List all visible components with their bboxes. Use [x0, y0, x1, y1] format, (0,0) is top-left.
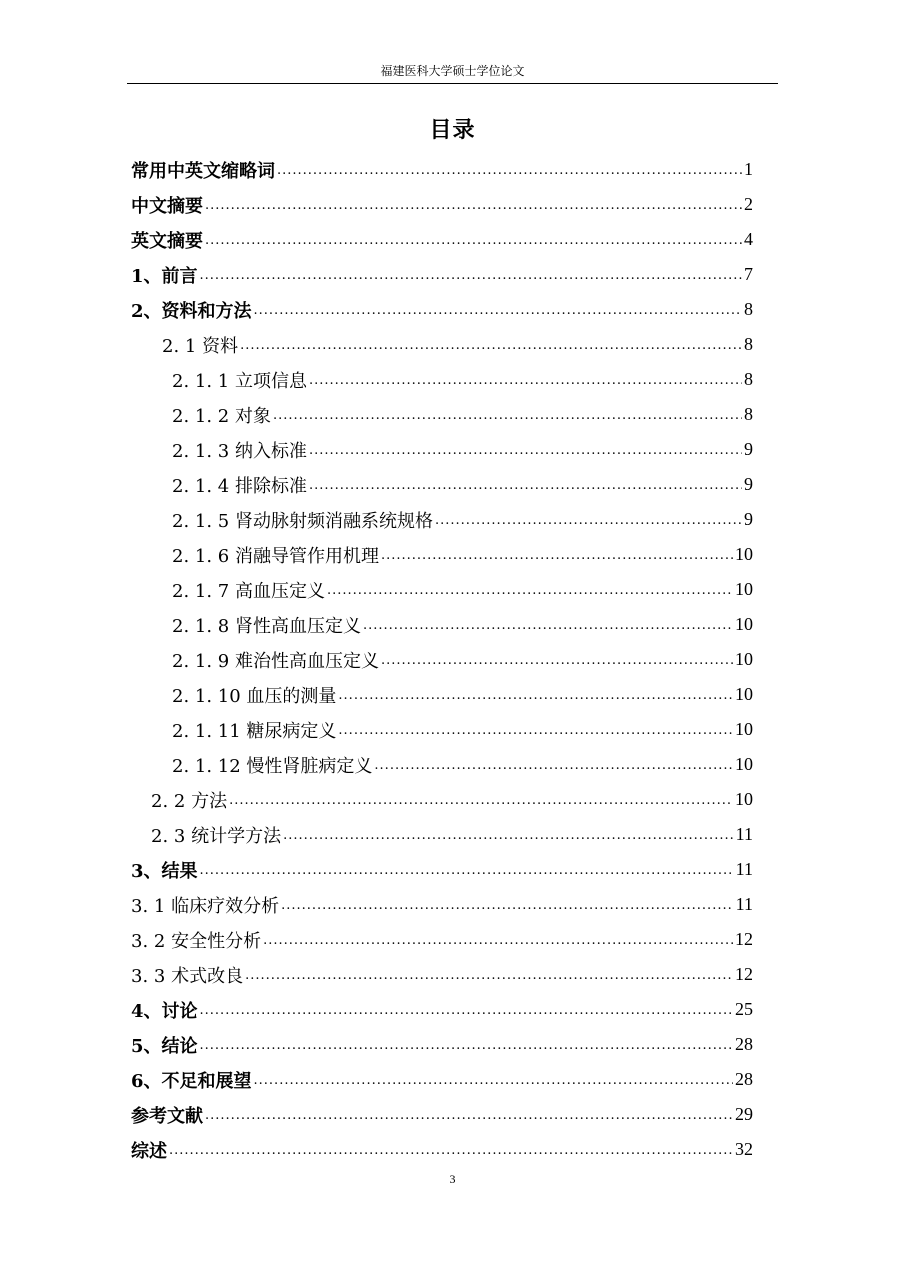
toc-dot-leader [254, 1062, 733, 1097]
toc-entry-label: 2. 1. 8 肾性高血压定义 [172, 615, 361, 637]
toc-entry-page: 10 [735, 579, 753, 599]
toc-dot-leader [240, 327, 742, 362]
toc-entry-label: 2. 1. 7 高血压定义 [172, 580, 325, 602]
toc-entry-page: 7 [744, 264, 753, 284]
toc-entry-label: 4、讨论 [131, 1000, 198, 1022]
toc-entry[interactable] [131, 1062, 753, 1097]
toc-entry-label: 2、资料和方法 [131, 300, 252, 322]
toc-entry-label: 2. 1. 1 立项信息 [172, 370, 307, 392]
toc-entry-page: 9 [744, 439, 753, 459]
toc-entry-label: 2. 1. 9 难治性高血压定义 [172, 650, 379, 672]
toc-entry[interactable] [131, 922, 753, 957]
toc-entry[interactable] [172, 362, 753, 397]
toc-entry[interactable] [131, 1027, 753, 1062]
running-header: 福建医科大学硕士学位论文 [380, 64, 525, 78]
toc-entry[interactable] [172, 747, 753, 782]
toc-entry-label: 5、结论 [131, 1035, 198, 1057]
toc-entry-page: 28 [735, 1034, 753, 1054]
toc-entry-label: 3. 1 临床疗效分析 [131, 895, 280, 917]
toc-entry-page: 11 [735, 894, 753, 914]
toc-dot-leader [277, 152, 742, 187]
toc-entry-label: 6、不足和展望 [131, 1070, 252, 1092]
toc-entry[interactable] [172, 397, 753, 432]
toc-dot-leader [381, 642, 733, 677]
toc-entry-page: 9 [744, 509, 753, 529]
toc-entry-label: 2. 1. 10 血压的测量 [172, 685, 337, 707]
toc-dot-leader [309, 467, 742, 502]
toc-entry-page: 2 [744, 194, 753, 214]
toc-entry-page: 8 [744, 334, 753, 354]
toc-entry[interactable] [131, 852, 753, 887]
page-title: 目录 [429, 117, 476, 143]
toc-entry[interactable] [131, 222, 753, 257]
toc-entry-page: 28 [735, 1069, 753, 1089]
toc-entry-label: 2. 3 统计学方法 [151, 825, 282, 847]
toc-entry-page: 10 [735, 614, 753, 634]
toc-entry-page: 10 [735, 719, 753, 739]
toc-entry[interactable] [172, 712, 753, 747]
toc-entry-page: 10 [735, 649, 753, 669]
header-rule [127, 83, 778, 84]
toc-entry[interactable] [131, 187, 753, 222]
toc-entry-page: 11 [735, 824, 753, 844]
toc-entry[interactable] [151, 817, 753, 852]
toc-entry[interactable] [131, 257, 753, 292]
toc-entry-page: 8 [744, 369, 753, 389]
toc-entry[interactable] [172, 537, 753, 572]
toc-entry[interactable] [131, 152, 753, 187]
toc-entry-label: 综述 [131, 1140, 167, 1162]
toc-dot-leader [263, 922, 733, 957]
toc-entry[interactable] [172, 607, 753, 642]
toc-dot-leader [273, 397, 742, 432]
toc-entry-label: 2. 1. 6 消融导管作用机理 [172, 545, 379, 567]
toc-dot-leader [245, 957, 733, 992]
toc-dot-leader [200, 257, 742, 292]
toc-dot-leader [169, 1132, 733, 1167]
toc-entry[interactable] [131, 1097, 753, 1132]
toc-entry-page: 8 [744, 299, 753, 319]
toc-dot-leader [205, 1097, 733, 1132]
toc-entry-page: 25 [735, 999, 753, 1019]
toc-dot-leader [200, 1027, 733, 1062]
toc-entry[interactable] [172, 642, 753, 677]
toc-dot-leader [205, 222, 742, 257]
toc-entry-label: 3. 2 安全性分析 [131, 930, 262, 952]
toc-entry-page: 1 [744, 159, 753, 179]
toc-entry-page: 4 [744, 229, 753, 249]
toc-entry[interactable] [172, 432, 753, 467]
toc-entry-page: 12 [735, 964, 753, 984]
toc-entry-label: 1、前言 [131, 265, 198, 287]
toc-entry-label: 常用中英文缩略词 [131, 160, 275, 182]
toc-dot-leader [309, 432, 742, 467]
toc-dot-leader [200, 852, 734, 887]
toc-dot-leader [283, 817, 734, 852]
toc-dot-leader [254, 292, 742, 327]
toc-entry-label: 3、结果 [131, 860, 198, 882]
toc-dot-leader [281, 887, 734, 922]
toc-entry-label: 3. 3 术式改良 [131, 965, 244, 987]
toc-entry-label: 2. 1. 4 排除标准 [172, 475, 307, 497]
page-number: 3 [449, 1172, 456, 1186]
toc-entry-label: 2. 1. 11 糖尿病定义 [172, 720, 337, 742]
toc-entry-label: 2. 1 资料 [162, 335, 239, 357]
toc-entry[interactable] [151, 782, 753, 817]
toc-entry-label: 2. 1. 5 肾动脉射频消融系统规格 [172, 510, 433, 532]
toc-entry[interactable] [162, 327, 753, 362]
toc-dot-leader [381, 537, 733, 572]
toc-dot-leader [309, 362, 742, 397]
toc-entry-label: 2. 1. 12 慢性肾脏病定义 [172, 755, 373, 777]
toc-entry-label: 参考文献 [131, 1105, 203, 1127]
toc-dot-leader [338, 677, 733, 712]
toc-entry[interactable] [131, 992, 753, 1027]
toc-entry-label: 2. 1. 2 对象 [172, 405, 271, 427]
toc-entry-page: 9 [744, 474, 753, 494]
toc-entry[interactable] [172, 572, 753, 607]
toc-dot-leader [229, 782, 733, 817]
toc-entry-label: 2. 2 方法 [151, 790, 228, 812]
toc-entry-page: 32 [735, 1139, 753, 1159]
toc-entry[interactable] [172, 467, 753, 502]
toc-entry-page: 11 [735, 859, 753, 879]
toc-entry-page: 8 [744, 404, 753, 424]
toc-entry-label: 2. 1. 3 纳入标准 [172, 440, 307, 462]
toc-entry-label: 英文摘要 [131, 230, 203, 252]
toc-entry[interactable] [131, 1132, 753, 1167]
toc-entry[interactable] [131, 292, 753, 327]
toc-entry-page: 10 [735, 754, 753, 774]
toc-dot-leader [200, 992, 733, 1027]
toc-entry-page: 10 [735, 544, 753, 564]
toc-entry[interactable] [172, 677, 753, 712]
toc-dot-leader [205, 187, 742, 222]
toc-entry-page: 12 [735, 929, 753, 949]
toc-dot-leader [338, 712, 733, 747]
toc-entry-label: 中文摘要 [131, 195, 203, 217]
toc-entry[interactable] [131, 887, 753, 922]
toc-dot-leader [327, 572, 733, 607]
toc-entry-page: 29 [735, 1104, 753, 1124]
toc-dot-leader [374, 747, 733, 782]
toc-entry[interactable] [172, 502, 753, 537]
toc-entry[interactable] [131, 957, 753, 992]
toc-entry-page: 10 [735, 684, 753, 704]
toc-dot-leader [435, 502, 742, 537]
toc-dot-leader [363, 607, 733, 642]
toc-entry-page: 10 [735, 789, 753, 809]
